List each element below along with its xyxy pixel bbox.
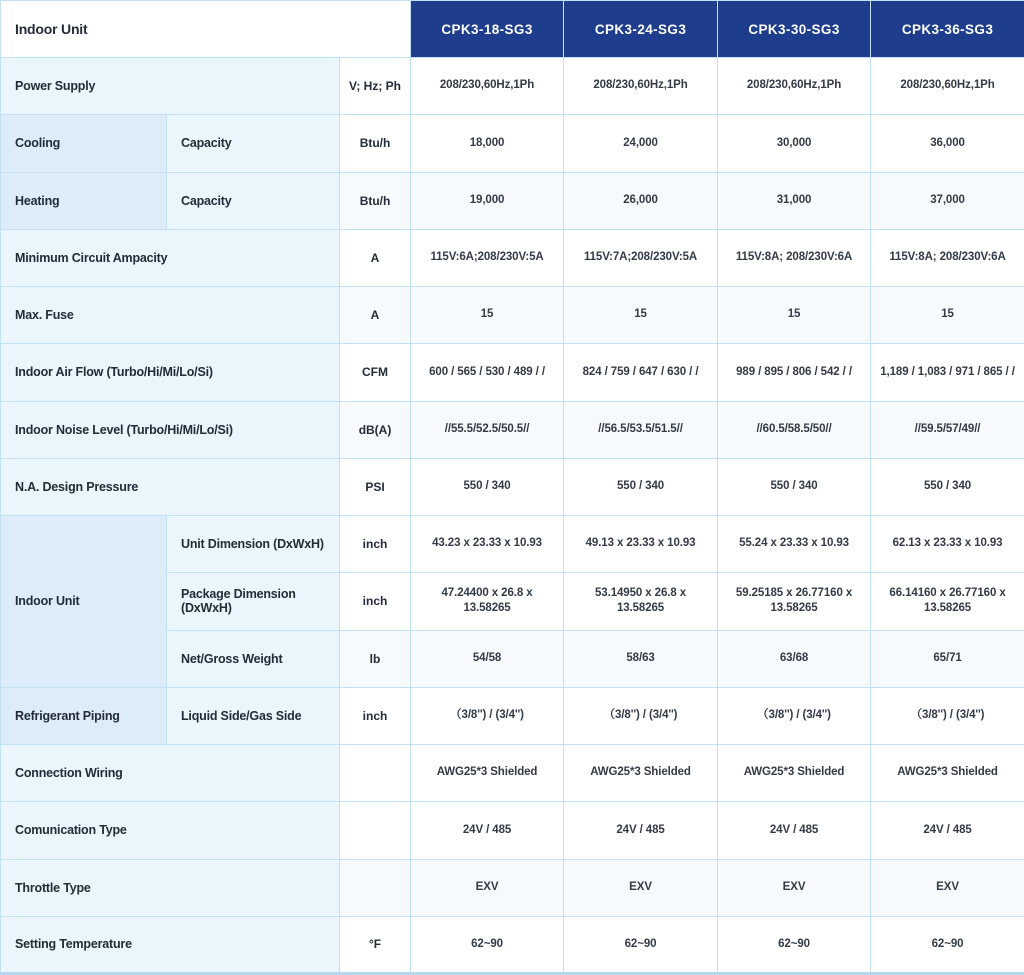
cell-value: //60.5/58.5/50// xyxy=(718,401,871,458)
row-label: Setting Temperature xyxy=(1,916,340,973)
table-row xyxy=(1,687,1024,744)
cell-value: 15 xyxy=(411,287,564,344)
cell-value: 115V:8A; 208/230V:6A xyxy=(718,229,871,286)
cell-value: 59.25185 x 26.77160 x 13.58265 xyxy=(718,573,871,630)
cell-value: EXV xyxy=(564,859,718,916)
table-row xyxy=(1,745,1024,802)
cell-value: （3/8'') / (3/4'') xyxy=(564,687,718,744)
row-unit: V; Hz; Ph xyxy=(340,58,411,115)
row-unit: Btu/h xyxy=(340,172,411,229)
corner-header-cell: Indoor Unit xyxy=(1,1,411,58)
cell-value: EXV xyxy=(718,859,871,916)
cell-value: 62.13 x 23.33 x 10.93 xyxy=(871,516,1024,573)
cell-value: 208/230,60Hz,1Ph xyxy=(564,58,718,115)
cell-value: 43.23 x 23.33 x 10.93 xyxy=(411,516,564,573)
cell-value: 550 / 340 xyxy=(411,458,564,515)
row-label: Indoor Air Flow (Turbo/Hi/Mi/Lo/Si) xyxy=(1,344,340,401)
row-group-label: Cooling xyxy=(1,115,167,172)
cell-value: 24V / 485 xyxy=(871,802,1024,859)
table-row xyxy=(1,916,1024,973)
cell-value: （3/8'') / (3/4'') xyxy=(411,687,564,744)
spec-table-body xyxy=(1,58,1024,974)
row-sub-label: Net/Gross Weight xyxy=(167,630,340,687)
cell-value: 19,000 xyxy=(411,172,564,229)
row-group-label: Refrigerant Piping xyxy=(1,687,167,744)
cell-value: 15 xyxy=(718,287,871,344)
cell-value: 37,000 xyxy=(871,172,1024,229)
row-unit: °F xyxy=(340,916,411,973)
cell-value: 15 xyxy=(564,287,718,344)
model-header: CPK3-18-SG3 xyxy=(411,1,564,58)
cell-value: 24V / 485 xyxy=(411,802,564,859)
cell-value: 600 / 565 / 530 / 489 / / xyxy=(411,344,564,401)
cell-value: AWG25*3 Shielded xyxy=(718,745,871,802)
cell-value: 30,000 xyxy=(718,115,871,172)
cell-value: 54/58 xyxy=(411,630,564,687)
cell-value: 62~90 xyxy=(564,916,718,973)
table-row xyxy=(1,344,1024,401)
row-group-label: Indoor Unit xyxy=(1,516,167,688)
table-row xyxy=(1,229,1024,286)
row-label: Power Supply xyxy=(1,58,340,115)
row-sub-label: Capacity xyxy=(167,172,340,229)
row-unit: Btu/h xyxy=(340,115,411,172)
cell-value: 49.13 x 23.33 x 10.93 xyxy=(564,516,718,573)
cell-value: （3/8'') / (3/4'') xyxy=(718,687,871,744)
row-label: Indoor Noise Level (Turbo/Hi/Mi/Lo/Si) xyxy=(1,401,340,458)
cell-value: 66.14160 x 26.77160 x 13.58265 xyxy=(871,573,1024,630)
cell-value: //55.5/52.5/50.5// xyxy=(411,401,564,458)
row-unit: A xyxy=(340,229,411,286)
cell-value: 63/68 xyxy=(718,630,871,687)
cell-value: 208/230,60Hz,1Ph xyxy=(871,58,1024,115)
row-unit: dB(A) xyxy=(340,401,411,458)
cell-value: 208/230,60Hz,1Ph xyxy=(411,58,564,115)
cell-value: 31,000 xyxy=(718,172,871,229)
model-header: CPK3-30-SG3 xyxy=(718,1,871,58)
cell-value: 62~90 xyxy=(718,916,871,973)
row-unit xyxy=(340,802,411,859)
cell-value: 55.24 x 23.33 x 10.93 xyxy=(718,516,871,573)
cell-value: EXV xyxy=(411,859,564,916)
cell-value: 62~90 xyxy=(411,916,564,973)
cell-value: //56.5/53.5/51.5// xyxy=(564,401,718,458)
cell-value: AWG25*3 Shielded xyxy=(411,745,564,802)
cell-value: 58/63 xyxy=(564,630,718,687)
cell-value: 24,000 xyxy=(564,115,718,172)
model-header: CPK3-36-SG3 xyxy=(871,1,1024,58)
row-unit: PSI xyxy=(340,458,411,515)
row-unit: CFM xyxy=(340,344,411,401)
cell-value: 65/71 xyxy=(871,630,1024,687)
table-row xyxy=(1,58,1024,115)
row-label: Max. Fuse xyxy=(1,287,340,344)
cell-value: 1,189 / 1,083 / 971 / 865 / / xyxy=(871,344,1024,401)
row-unit: lb xyxy=(340,630,411,687)
table-row xyxy=(1,287,1024,344)
table-row xyxy=(1,115,1024,172)
cell-value: 208/230,60Hz,1Ph xyxy=(718,58,871,115)
cell-value: 115V:7A;208/230V:5A xyxy=(564,229,718,286)
row-label: Minimum Circuit Ampacity xyxy=(1,229,340,286)
cell-value: 550 / 340 xyxy=(564,458,718,515)
cell-value: 36,000 xyxy=(871,115,1024,172)
table-row xyxy=(1,172,1024,229)
row-label: Connection Wiring xyxy=(1,745,340,802)
cell-value: 15 xyxy=(871,287,1024,344)
cell-value: 47.24400 x 26.8 x 13.58265 xyxy=(411,573,564,630)
cell-value: 26,000 xyxy=(564,172,718,229)
row-label: N.A. Design Pressure xyxy=(1,458,340,515)
row-sub-label: Capacity xyxy=(167,115,340,172)
cell-value: 62~90 xyxy=(871,916,1024,973)
row-unit: inch xyxy=(340,573,411,630)
row-unit xyxy=(340,745,411,802)
cell-value: 115V:6A;208/230V:5A xyxy=(411,229,564,286)
cell-value: 989 / 895 / 806 / 542 / / xyxy=(718,344,871,401)
table-row xyxy=(1,802,1024,859)
cell-value: 24V / 485 xyxy=(564,802,718,859)
cell-value: AWG25*3 Shielded xyxy=(871,745,1024,802)
cell-value: //59.5/57/49// xyxy=(871,401,1024,458)
row-unit: inch xyxy=(340,687,411,744)
table-row xyxy=(1,516,1024,573)
cell-value: 18,000 xyxy=(411,115,564,172)
row-sub-label: Package Dimension (DxWxH) xyxy=(167,573,340,630)
cell-value: 115V:8A; 208/230V:6A xyxy=(871,229,1024,286)
table-row xyxy=(1,401,1024,458)
model-header: CPK3-24-SG3 xyxy=(564,1,718,58)
cell-value: 824 / 759 / 647 / 630 / / xyxy=(564,344,718,401)
cell-value: 550 / 340 xyxy=(871,458,1024,515)
cell-value: EXV xyxy=(871,859,1024,916)
row-sub-label: Liquid Side/Gas Side xyxy=(167,687,340,744)
row-unit: inch xyxy=(340,516,411,573)
row-unit: A xyxy=(340,287,411,344)
row-group-label: Heating xyxy=(1,172,167,229)
row-unit xyxy=(340,859,411,916)
row-label: Comunication Type xyxy=(1,802,340,859)
table-row xyxy=(1,458,1024,515)
cell-value: 53.14950 x 26.8 x 13.58265 xyxy=(564,573,718,630)
cell-value: （3/8'') / (3/4'') xyxy=(871,687,1024,744)
cell-value: AWG25*3 Shielded xyxy=(564,745,718,802)
row-label: Throttle Type xyxy=(1,859,340,916)
cell-value: 550 / 340 xyxy=(718,458,871,515)
table-row xyxy=(1,859,1024,916)
row-sub-label: Unit Dimension (DxWxH) xyxy=(167,516,340,573)
header-row xyxy=(1,1,1024,58)
cell-value: 24V / 485 xyxy=(718,802,871,859)
